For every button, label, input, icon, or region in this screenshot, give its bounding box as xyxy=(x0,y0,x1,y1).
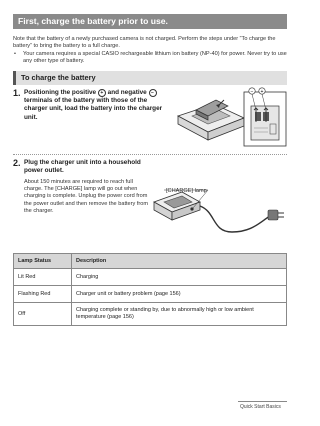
lamp-status-cell: Off xyxy=(14,303,72,326)
table-row xyxy=(14,286,287,303)
minus-marker-label: − xyxy=(250,89,254,95)
subsection-title: To charge the battery xyxy=(21,73,96,82)
section-title: First, charge the battery prior to use. xyxy=(18,16,168,26)
step2-number: 2. xyxy=(13,158,21,168)
step2-description: About 150 minutes are required to reach full charge. The [CHARGE] lamp will go out when charging is complete. Unplug the power cord from the power outlet and then remove the battery from the charger. xyxy=(24,179,149,214)
description-cell: Charger unit or battery problem (page 156) xyxy=(72,286,287,303)
minus-circle-icon: − xyxy=(149,89,157,97)
charge-lamp-label: [CHARGE] lamp xyxy=(166,188,207,194)
step1-text-c: terminals of the battery with those of the charger unit, load the battery into the charger unit. xyxy=(24,97,163,121)
subsection-title-bar xyxy=(13,71,287,85)
battery-charger-illustration xyxy=(166,86,288,152)
bullet-mark: • xyxy=(14,50,16,57)
description-cell: Charging xyxy=(72,269,287,286)
table-row xyxy=(14,269,287,286)
step1-text-a: Positioning the positive xyxy=(24,89,97,96)
lamp-status-cell: Flashing Red xyxy=(14,286,72,303)
subsection-accent xyxy=(13,71,16,85)
intro-paragraph: Note that the battery of a newly purchased camera is not charged. Perform the steps under “To charge the battery” to bring the battery to a full charge. xyxy=(13,36,276,50)
step1-text-b: and negative xyxy=(107,89,147,96)
intro-bullet xyxy=(13,51,289,66)
lamp-status-cell: Lit Red xyxy=(14,269,72,286)
column-header-description: Description xyxy=(72,254,287,269)
step2-instruction: Plug the charger unit into a household power outlet. xyxy=(24,159,141,175)
description-cell: Charging complete or standing by, due to abnormally high or low ambient temperature (page 156) xyxy=(72,303,287,326)
lamp-status-table xyxy=(13,253,287,326)
section-title-bar xyxy=(13,14,287,29)
step-divider xyxy=(13,154,287,155)
plus-circle-icon: + xyxy=(98,89,106,97)
step1-instruction xyxy=(24,89,164,122)
column-header-lamp-status: Lamp Status xyxy=(14,254,72,269)
step1-number: 1. xyxy=(13,88,21,98)
table-row xyxy=(14,303,287,326)
plus-marker-label: + xyxy=(260,89,264,95)
bullet-text: Your camera requires a special CASIO rechargeable lithium ion battery (NP-40) for power. Never try to use any other type of battery. xyxy=(23,50,287,65)
footer-rule xyxy=(238,401,287,402)
intro-text xyxy=(13,36,289,66)
table-header-row xyxy=(14,254,287,269)
footer-section-name: Quick Start Basics xyxy=(240,404,281,410)
